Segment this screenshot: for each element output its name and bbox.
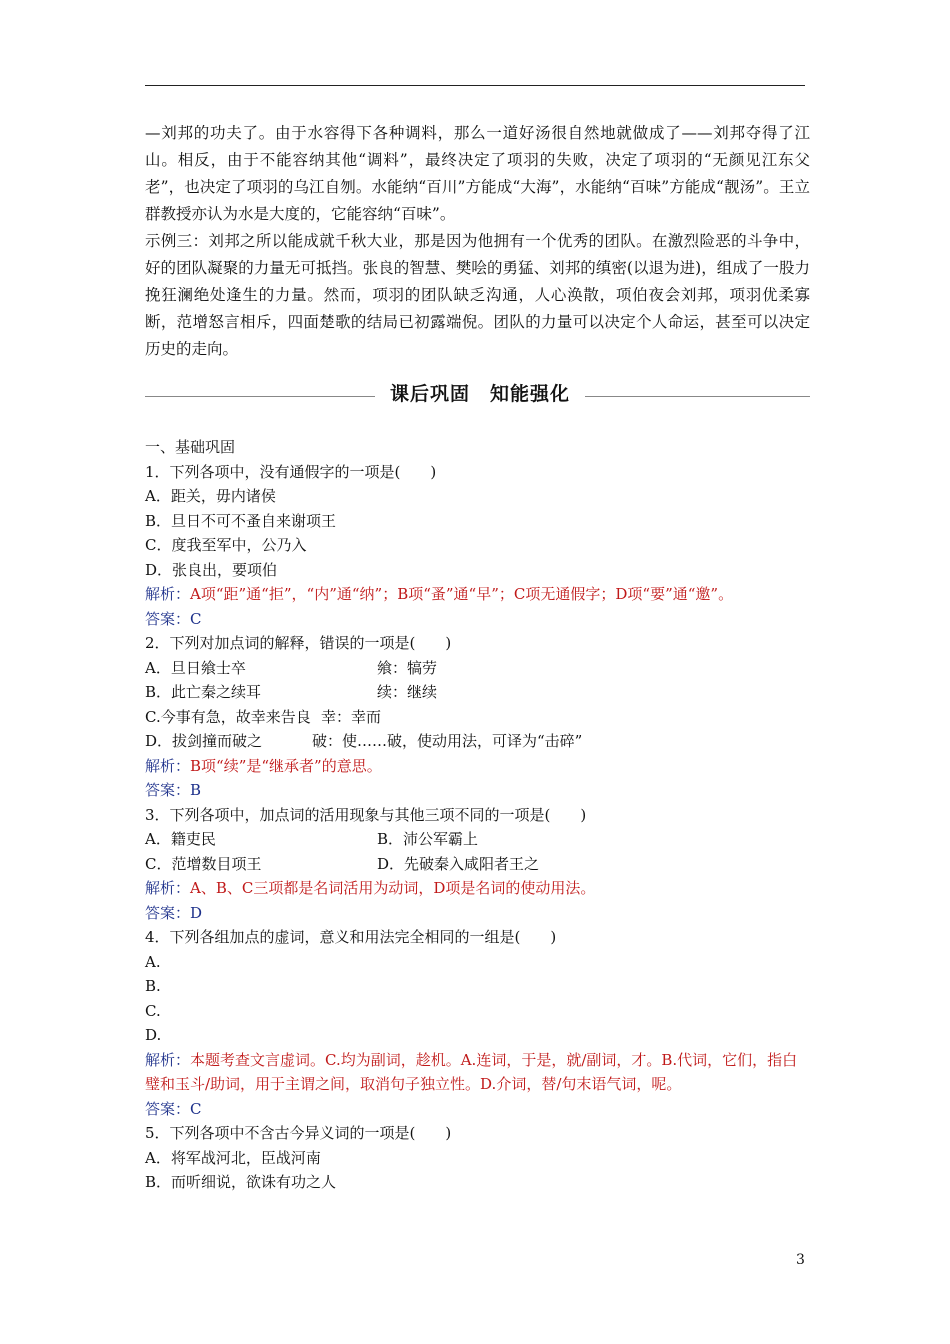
intro-text (145, 120, 810, 363)
q4-option-a: A. (145, 952, 161, 971)
q2-option-d-text: D．拔剑撞而破之 (145, 732, 263, 750)
q2-analysis-text: B项“续”是“继承者”的意思。 (190, 756, 382, 775)
q3-option-d: D．先破秦入咸阳者王之 (377, 854, 540, 873)
q4-stem: 4．下列各组加点的虚词，意义和用法完全相同的一组是( ) (145, 928, 557, 946)
page-content (145, 120, 810, 1195)
question-list (145, 435, 810, 1195)
part-heading: 一、基础巩固 (145, 438, 236, 456)
q3-answer: 答案：D (145, 903, 203, 922)
q2-option-c-gloss: 幸：幸而 (321, 707, 382, 726)
intro-paragraph-1: —刘邦的功夫了。由于水容得下各种调料，那么一道好汤很自然地就做成了——刘邦夺得了江山。相反，由于不能容纳其他“调料”，最终决定了项羽的失败，决定了项羽的“无颜见江东父老”，也决定了项羽的乌江自刎。水能纳“百川”方能成“大海”，水能纳“百味”方能成“靓汤”。王立群教授亦认为水是大度的，它能容纳“百味”。 (145, 124, 810, 223)
q3-stem: 3．下列各项中，加点词的活用现象与其他三项不同的一项是( ) (145, 805, 587, 824)
intro-paragraph-2: 示例三：刘邦之所以能成就千秋大业，那是因为他拥有一个优秀的团队。在激烈险恶的斗争中，好的团队凝聚的力量无可抵挡。张良的智慧、樊哙的勇猛、刘邦的缜密(以退为进)，组成了一股力挽狂澜绝处逢生的力量。然而，项羽的团队缺乏沟通，人心涣散，项伯夜会刘邦，项羽优柔寡断，范增怒言相斥，四面楚歌的结局已初露端倪。团队的力量可以决定个人命运，甚至可以决定历史的走向。 (145, 232, 810, 358)
q3-analysis (145, 876, 810, 901)
q3-options-row-2 (145, 852, 810, 877)
q2-option-b-text: B．此亡秦之续耳 (145, 683, 262, 701)
q5-option-a: A．将军战河北，臣战河南 (145, 1148, 321, 1167)
section-title: 课后巩固 知能强化 (389, 383, 570, 405)
q2-option-c (145, 705, 810, 730)
q1-option-d: D．张良出，要项伯 (145, 560, 278, 579)
q1-analysis (145, 582, 810, 607)
q2-option-b (145, 680, 810, 705)
q2-option-a-text: A．旦日飨士卒 (145, 658, 246, 677)
q4-option-c: C. (145, 1001, 161, 1020)
q1-option-c: C．度我至军中，公乃入 (145, 536, 307, 554)
q2-option-b-gloss: 续：继续 (377, 683, 438, 701)
page-number: 3 (796, 1252, 805, 1268)
q4-analysis-text: 本题考查文言虚词。C.均为副词，趁机。A.连词，于是，就/副词，才。B.代词，它们，指白璧和玉斗/助词，用于主谓之间，取消句子独立性。D.介词，替/句末语气词，呢。 (145, 1050, 798, 1093)
q4-option-b: B. (145, 977, 161, 995)
q5-stem: 5．下列各项中不含古今异义词的一项是( ) (145, 1124, 452, 1142)
q2-option-c-text: C.今事有急，故幸来告良 (145, 707, 311, 726)
header-rule (145, 85, 805, 86)
q5-option-b: B．而听细说，欲诛有功之人 (145, 1173, 337, 1191)
q4-analysis (145, 1048, 810, 1097)
q4-answer: 答案：C (145, 1099, 202, 1118)
q2-option-a-gloss: 飨：犒劳 (377, 658, 438, 677)
q3-option-b: B．沛公军霸上 (377, 830, 479, 848)
q2-option-d (145, 729, 810, 754)
q2-answer: 答案：B (145, 781, 202, 799)
q2-analysis (145, 754, 810, 779)
q1-stem: 1．下列各项中，没有通假字的一项是( ) (145, 462, 437, 481)
q1-analysis-text: A项“距”通“拒”，“内”通“纳”；B项“蚤”通“早”；C项无通假字；D项“要”通“邀”。 (190, 585, 734, 603)
q3-option-c: C．范增数目项王 (145, 854, 262, 873)
q2-stem: 2．下列对加点词的解释，错误的一项是( ) (145, 634, 452, 652)
q2-option-a (145, 656, 810, 681)
q3-analysis-label: 解析： (145, 879, 191, 897)
q4-option-d: D. (145, 1026, 162, 1044)
q2-option-d-gloss: 破：使……破，使动用法，可译为“击碎” (312, 732, 583, 750)
q1-answer: 答案：C (145, 609, 202, 628)
q4-analysis-label: 解析： (145, 1050, 191, 1069)
section-header (145, 377, 810, 415)
q1-analysis-label: 解析： (145, 585, 191, 603)
section-rule-right (585, 396, 810, 397)
section-rule-left (145, 396, 375, 397)
q3-option-a: A．籍吏民 (145, 830, 216, 848)
q1-option-a: A．距关，毋内诸侯 (145, 487, 276, 505)
q2-analysis-label: 解析： (145, 756, 191, 775)
q3-options-row-1 (145, 827, 810, 852)
q3-analysis-text: A、B、C三项都是名词活用为动词，D项是名词的使动用法。 (190, 879, 596, 897)
q1-option-b: B．旦日不可不蚤自来谢项王 (145, 511, 337, 530)
